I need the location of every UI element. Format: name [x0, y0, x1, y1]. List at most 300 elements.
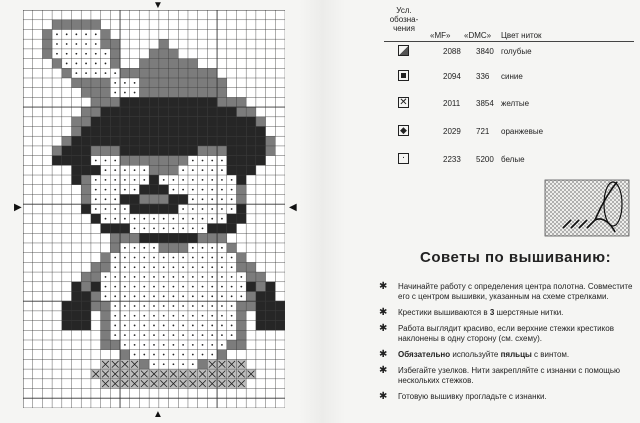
white-stitch-dot: [182, 363, 184, 365]
grid-cell: [236, 97, 246, 107]
grid-cell: [159, 156, 169, 166]
grid-cell: [169, 59, 179, 69]
white-stitch-dot: [124, 257, 126, 259]
grid-cell: [52, 359, 62, 369]
grid-cell: [198, 359, 208, 369]
white-stitch-dot: [66, 43, 68, 45]
grid-cell: [198, 39, 208, 49]
grid-cell: [110, 59, 120, 69]
grid-cell: [236, 117, 246, 127]
legend-dmc: 3840: [476, 47, 494, 56]
bullet-icon: ✱: [379, 365, 388, 376]
white-stitch-dot: [95, 198, 97, 200]
grid-cell: [62, 127, 72, 137]
white-stitch-dot: [105, 160, 107, 162]
grid-cell: [227, 340, 237, 350]
grid-cell: [207, 233, 217, 243]
white-stitch-dot: [134, 228, 136, 230]
grid-cell: [246, 359, 256, 369]
grid-cell: [120, 20, 130, 30]
white-stitch-dot: [173, 276, 175, 278]
white-stitch-dot: [134, 295, 136, 297]
white-stitch-dot: [173, 286, 175, 288]
grid-cell: [42, 389, 52, 399]
grid-cell: [91, 136, 101, 146]
grid-cell: [42, 369, 52, 379]
white-stitch-dot: [95, 43, 97, 45]
white-stitch-dot: [163, 179, 165, 181]
grid-cell: [72, 107, 82, 117]
grid-cell: [178, 20, 188, 30]
grid-cell: [217, 39, 227, 49]
white-stitch-dot: [192, 189, 194, 191]
grid-cell: [198, 117, 208, 127]
grid-cell: [246, 39, 256, 49]
legend-row: [384, 70, 634, 84]
grid-cell: [159, 29, 169, 39]
white-stitch-dot: [124, 82, 126, 84]
grid-cell: [91, 88, 101, 98]
white-stitch-dot: [143, 315, 145, 317]
grid-cell: [159, 233, 169, 243]
grid-cell: [217, 29, 227, 39]
grid-cell: [52, 398, 62, 408]
grid-cell: [178, 49, 188, 59]
grid-cell: [149, 204, 159, 214]
white-stitch-dot: [143, 169, 145, 171]
white-stitch-dot: [124, 189, 126, 191]
grid-cell: [266, 224, 276, 234]
grid-cell: [275, 78, 285, 88]
grid-cell: [110, 39, 120, 49]
grid-cell: [227, 233, 237, 243]
white-stitch-dot: [163, 257, 165, 259]
grid-cell: [266, 262, 276, 272]
grid-cell: [246, 214, 256, 224]
grid-cell: [33, 369, 43, 379]
grid-cell: [169, 97, 179, 107]
white-stitch-dot: [114, 276, 116, 278]
grid-cell: [62, 253, 72, 263]
white-stitch-dot: [221, 276, 223, 278]
grid-cell: [81, 253, 91, 263]
grid-cell: [246, 175, 256, 185]
white-stitch-dot: [75, 72, 77, 74]
grid-cell: [81, 301, 91, 311]
white-stitch-dot: [231, 325, 233, 327]
grid-cell: [130, 68, 140, 78]
grid-cell: [256, 379, 266, 389]
white-stitch-dot: [163, 305, 165, 307]
grid-cell: [275, 243, 285, 253]
white-stitch-dot: [153, 315, 155, 317]
grid-cell: [178, 10, 188, 20]
grid-cell: [81, 340, 91, 350]
grid-cell: [52, 272, 62, 282]
grid-cell: [236, 340, 246, 350]
grid-cell: [246, 20, 256, 30]
grid-cell: [139, 194, 149, 204]
grid-cell: [91, 10, 101, 20]
grid-cell: [275, 175, 285, 185]
grid-cell: [266, 272, 276, 282]
grid-cell: [42, 224, 52, 234]
grid-cell: [275, 253, 285, 263]
white-stitch-dot: [134, 325, 136, 327]
grid-cell: [217, 350, 227, 360]
grid-cell: [42, 146, 52, 156]
grid-cell: [198, 127, 208, 137]
grid-cell: [217, 49, 227, 59]
grid-cell: [72, 389, 82, 399]
white-stitch-dot: [143, 257, 145, 259]
tip-item: [377, 366, 635, 386]
grid-cell: [227, 146, 237, 156]
grid-cell: [62, 321, 72, 331]
grid-cell: [52, 243, 62, 253]
grid-cell: [275, 330, 285, 340]
white-stitch-dot: [163, 363, 165, 365]
grid-cell: [256, 311, 266, 321]
legend-header-name: Цвет ниток: [501, 31, 542, 40]
grid-cell: [246, 340, 256, 350]
white-stitch-dot: [143, 344, 145, 346]
grid-cell: [246, 301, 256, 311]
tip-text: Крестики вышиваются в: [398, 308, 490, 317]
grid-cell: [149, 194, 159, 204]
grid-cell: [101, 262, 111, 272]
grid-cell: [23, 311, 33, 321]
grid-cell: [149, 127, 159, 137]
legend-color-name: белые: [501, 155, 525, 164]
white-stitch-dot: [231, 189, 233, 191]
grid-cell: [81, 146, 91, 156]
grid-cell: [72, 291, 82, 301]
white-stitch-dot: [143, 218, 145, 220]
grid-cell: [246, 78, 256, 88]
grid-cell: [52, 379, 62, 389]
grid-cell: [256, 20, 266, 30]
grid-cell: [169, 389, 179, 399]
tip-text: Обязательно: [398, 350, 451, 359]
white-stitch-dot: [95, 208, 97, 210]
white-stitch-dot: [173, 189, 175, 191]
grid-cell: [246, 10, 256, 20]
grid-cell: [207, 78, 217, 88]
grid-cell: [275, 359, 285, 369]
white-stitch-dot: [211, 354, 213, 356]
white-stitch-dot: [143, 305, 145, 307]
grid-cell: [246, 321, 256, 331]
grid-cell: [81, 107, 91, 117]
white-stitch-dot: [124, 92, 126, 94]
grid-cell: [72, 233, 82, 243]
grid-cell: [139, 398, 149, 408]
white-stitch-dot: [231, 257, 233, 259]
grid-cell: [23, 117, 33, 127]
grid-cell: [52, 88, 62, 98]
white-stitch-dot: [182, 315, 184, 317]
white-stitch-dot: [163, 325, 165, 327]
grid-cell: [62, 379, 72, 389]
grid-cell: [120, 389, 130, 399]
grid-cell: [275, 204, 285, 214]
center-arrow-right: ◀: [289, 202, 297, 213]
grid-cell: [178, 39, 188, 49]
grid-cell: [178, 59, 188, 69]
grid-cell: [246, 389, 256, 399]
grid-cell: [62, 350, 72, 360]
grid-cell: [139, 49, 149, 59]
grid-cell: [23, 97, 33, 107]
grid-cell: [52, 311, 62, 321]
grid-cell: [256, 88, 266, 98]
x-square-icon: ✕: [399, 97, 408, 108]
grid-cell: [169, 29, 179, 39]
grid-cell: [149, 59, 159, 69]
grid-cell: [52, 136, 62, 146]
grid-cell: [169, 39, 179, 49]
grid-cell: [33, 301, 43, 311]
white-stitch-dot: [202, 354, 204, 356]
white-stitch-dot: [134, 169, 136, 171]
white-stitch-dot: [124, 169, 126, 171]
white-stitch-dot: [114, 198, 116, 200]
grid-cell: [130, 204, 140, 214]
grid-cell: [266, 359, 276, 369]
grid-cell: [72, 117, 82, 127]
grid-cell: [81, 165, 91, 175]
grid-cell: [72, 185, 82, 195]
grid-cell: [275, 39, 285, 49]
grid-cell: [62, 233, 72, 243]
grid-cell: [275, 379, 285, 389]
grid-cell: [246, 68, 256, 78]
grid-cell: [62, 185, 72, 195]
grid-cell: [23, 224, 33, 234]
white-stitch-dot: [231, 266, 233, 268]
center-arrow-left: ▶: [14, 202, 22, 213]
grid-cell: [33, 398, 43, 408]
grid-cell: [52, 156, 62, 166]
grid-cell: [62, 136, 72, 146]
grid-cell: [81, 214, 91, 224]
grid-cell: [246, 88, 256, 98]
white-stitch-dot: [153, 325, 155, 327]
grid-cell: [188, 59, 198, 69]
tip-text: с винтом.: [531, 350, 570, 359]
grid-cell: [149, 175, 159, 185]
grid-cell: [33, 39, 43, 49]
grid-cell: [72, 146, 82, 156]
grid-cell: [275, 20, 285, 30]
grid-cell: [72, 311, 82, 321]
grid-cell: [33, 311, 43, 321]
white-stitch-dot: [211, 344, 213, 346]
grid-cell: [91, 301, 101, 311]
white-stitch-dot: [163, 354, 165, 356]
grid-cell: [110, 127, 120, 137]
legend-header: [384, 4, 634, 40]
grid-cell: [275, 389, 285, 399]
grid-cell: [23, 379, 33, 389]
grid-cell: [120, 194, 130, 204]
white-stitch-dot: [134, 189, 136, 191]
legend-mf: 2029: [443, 127, 461, 136]
grid-cell: [42, 214, 52, 224]
grid-cell: [207, 49, 217, 59]
grid-cell: [33, 59, 43, 69]
grid-cell: [266, 301, 276, 311]
grid-cell: [169, 146, 179, 156]
grid-cell: [266, 340, 276, 350]
white-stitch-dot: [231, 286, 233, 288]
white-stitch-dot: [56, 33, 58, 35]
tip-text: Работа выглядит красиво, если верхние стежки крестиков наклонены в одну сторону (см. схему).: [398, 324, 614, 343]
grid-cell: [217, 107, 227, 117]
grid-cell: [217, 88, 227, 98]
grid-cell: [256, 68, 266, 78]
grid-cell: [256, 10, 266, 20]
grid-cell: [217, 233, 227, 243]
grid-cell: [227, 214, 237, 224]
grid-cell: [256, 359, 266, 369]
grid-cell: [159, 194, 169, 204]
white-stitch-dot: [85, 33, 87, 35]
grid-cell: [81, 175, 91, 185]
grid-cell: [159, 398, 169, 408]
grid-cell: [23, 301, 33, 311]
grid-cell: [246, 117, 256, 127]
grid-cell: [62, 243, 72, 253]
white-stitch-dot: [202, 315, 204, 317]
grid-cell: [178, 243, 188, 253]
white-stitch-dot: [182, 286, 184, 288]
grid-cell: [139, 78, 149, 88]
white-stitch-dot: [240, 286, 242, 288]
white-stitch-dot: [221, 315, 223, 317]
grid-cell: [52, 68, 62, 78]
grid-cell: [178, 389, 188, 399]
white-stitch-dot: [173, 344, 175, 346]
grid-cell: [207, 146, 217, 156]
grid-cell: [246, 253, 256, 263]
white-stitch-dot: [202, 228, 204, 230]
grid-cell: [198, 78, 208, 88]
bullet-icon: ✱: [379, 349, 388, 360]
grid-cell: [217, 78, 227, 88]
grid-cell: [275, 185, 285, 195]
grid-cell: [207, 136, 217, 146]
white-stitch-dot: [153, 334, 155, 336]
legend-header-symbol: Усл. обозна-чения: [389, 6, 419, 33]
diamond-square-icon: ◆: [398, 125, 409, 136]
grid-cell: [159, 117, 169, 127]
grid-cell: [217, 97, 227, 107]
grid-cell: [110, 243, 120, 253]
white-stitch-dot: [105, 218, 107, 220]
grid-cell: [101, 97, 111, 107]
grid-cell: [33, 389, 43, 399]
grid-cell: [120, 233, 130, 243]
white-stitch-dot: [192, 208, 194, 210]
grid-cell: [275, 350, 285, 360]
white-stitch-dot: [124, 218, 126, 220]
grid-cell: [33, 350, 43, 360]
grid-cell: [236, 214, 246, 224]
grid-cell: [33, 10, 43, 20]
white-stitch-dot: [211, 208, 213, 210]
grid-cell: [246, 224, 256, 234]
grid-cell: [149, 185, 159, 195]
grid-cell: [266, 107, 276, 117]
grid-cell: [207, 29, 217, 39]
grid-cell: [266, 185, 276, 195]
grid-cell: [130, 29, 140, 39]
white-stitch-dot: [192, 160, 194, 162]
grid-cell: [72, 321, 82, 331]
grid-cell: [207, 20, 217, 30]
grid-cell: [246, 204, 256, 214]
grid-cell: [81, 194, 91, 204]
grid-cell: [256, 39, 266, 49]
white-stitch-dot: [231, 295, 233, 297]
grid-cell: [198, 10, 208, 20]
grid-cell: [246, 29, 256, 39]
grid-cell: [149, 398, 159, 408]
grid-cell: [130, 49, 140, 59]
grid-cell: [72, 243, 82, 253]
white-stitch-dot: [134, 218, 136, 220]
grid-cell: [23, 156, 33, 166]
grid-cell: [246, 194, 256, 204]
white-stitch-dot: [221, 169, 223, 171]
white-stitch-dot: [134, 82, 136, 84]
grid-cell: [139, 20, 149, 30]
grid-cell: [236, 233, 246, 243]
grid-cell: [42, 262, 52, 272]
grid-cell: [178, 107, 188, 117]
grid-cell: [23, 233, 33, 243]
white-stitch-dot: [153, 286, 155, 288]
grid-cell: [159, 107, 169, 117]
grid-cell: [91, 350, 101, 360]
grid-cell: [42, 321, 52, 331]
grid-cell: [149, 156, 159, 166]
white-stitch-dot: [114, 295, 116, 297]
grid-cell: [198, 136, 208, 146]
grid-cell: [266, 233, 276, 243]
grid-cell: [62, 214, 72, 224]
grid-cell: [62, 262, 72, 272]
white-stitch-dot: [173, 266, 175, 268]
grid-cell: [256, 107, 266, 117]
grid-cell: [52, 233, 62, 243]
white-stitch-dot: [153, 305, 155, 307]
white-stitch-dot: [202, 305, 204, 307]
grid-cell: [236, 185, 246, 195]
grid-cell: [149, 97, 159, 107]
legend-row: [384, 45, 634, 59]
white-stitch-dot: [192, 354, 194, 356]
white-stitch-dot: [66, 33, 68, 35]
grid-cell: [236, 10, 246, 20]
tip-text: Избегайте узелков. Нити закрепляйте с изнанки с помощью нескольких стежков.: [398, 366, 621, 385]
grid-cell: [139, 359, 149, 369]
grid-cell: [256, 214, 266, 224]
grid-cell: [266, 146, 276, 156]
grid-cell: [52, 146, 62, 156]
